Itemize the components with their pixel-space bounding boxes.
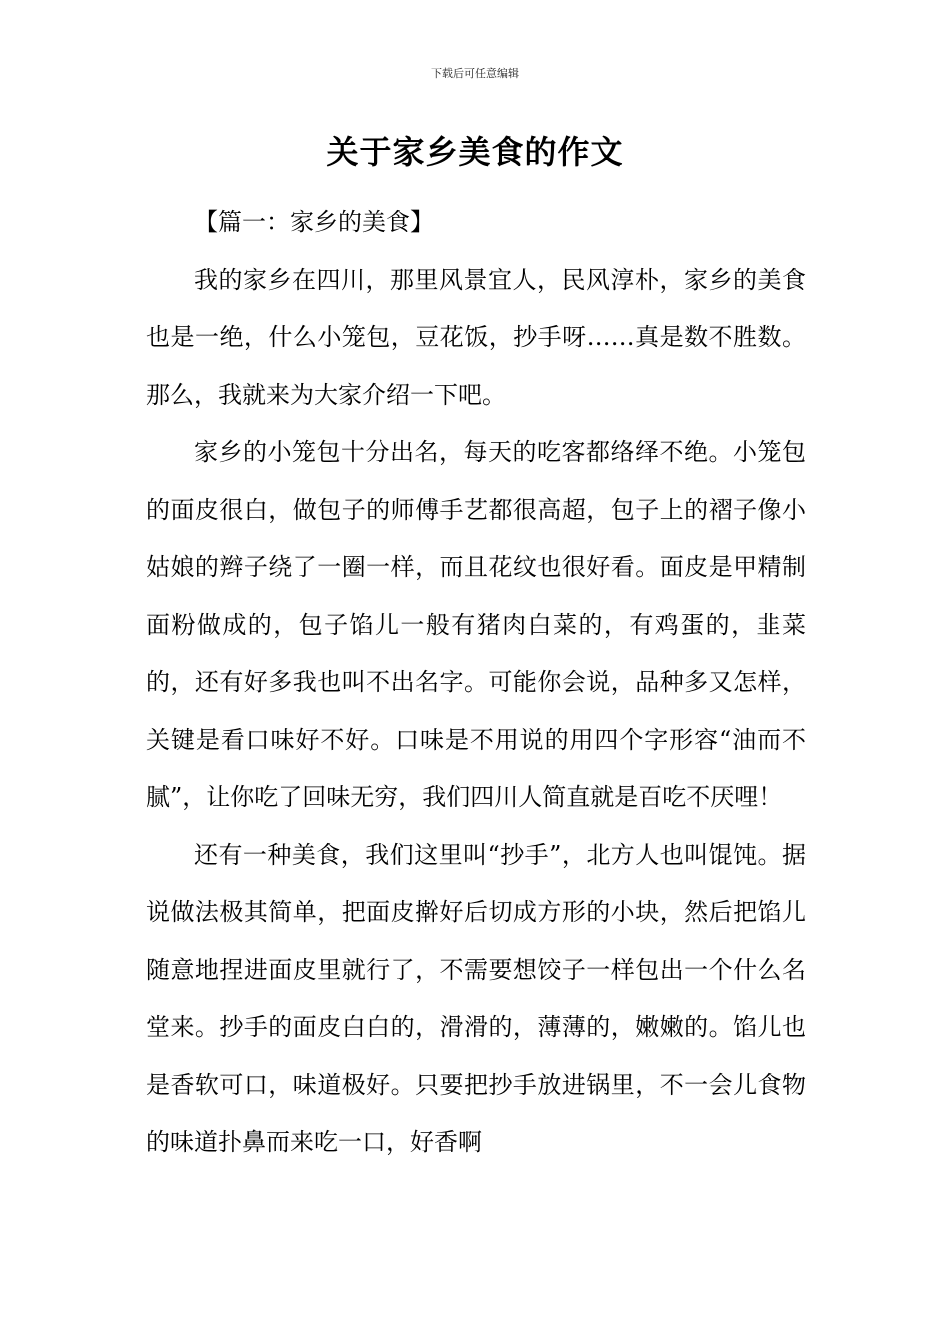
document-title: 关于家乡美食的作文 — [326, 133, 624, 171]
document-body — [146, 194, 806, 1172]
paragraph-1: 我的家乡在四川，那里风景宜人，民风淳朴，家乡的美食也是一绝，什么小笼包，豆花饭，抄手呀……真是数不胜数。那么，我就来为大家介绍一下吧。 — [146, 265, 806, 409]
section-heading: 【篇一：家乡的美食】 — [194, 208, 434, 236]
header-note: 下载后可任意编辑 — [431, 67, 519, 80]
paragraph-3: 还有一种美食，我们这里叫“抄手”，北方人也叫馄饨。据说做法极其简单，把面皮擀好后切成方形的小块，然后把馅儿随意地捏进面皮里就行了，不需要想饺子一样包出一个什么名堂来。抄手的面皮白白的，滑滑的，薄薄的，嫩嫩的。馅儿也是香软可口，味道极好。只要把抄手放进锅里，不一会儿食物的味道扑鼻而来吃一口，好香啊 — [146, 840, 806, 1156]
paragraph-2: 家乡的小笼包十分出名，每天的吃客都络绎不绝。小笼包的面皮很白，做包子的师傅手艺都很高超，包子上的褶子像小姑娘的辫子绕了一圈一样，而且花纹也很好看。面皮是甲精制面粉做成的，包子馅儿一般有猪肉白菜的，有鸡蛋的，韭菜的，还有好多我也叫不出名字。可能你会说，品种多又怎样，关键是看口味好不好。口味是不用说的用四个字形容“油而不腻”，让你吃了回味无穷，我们四川人简直就是百吃不厌哩！ — [146, 438, 806, 811]
